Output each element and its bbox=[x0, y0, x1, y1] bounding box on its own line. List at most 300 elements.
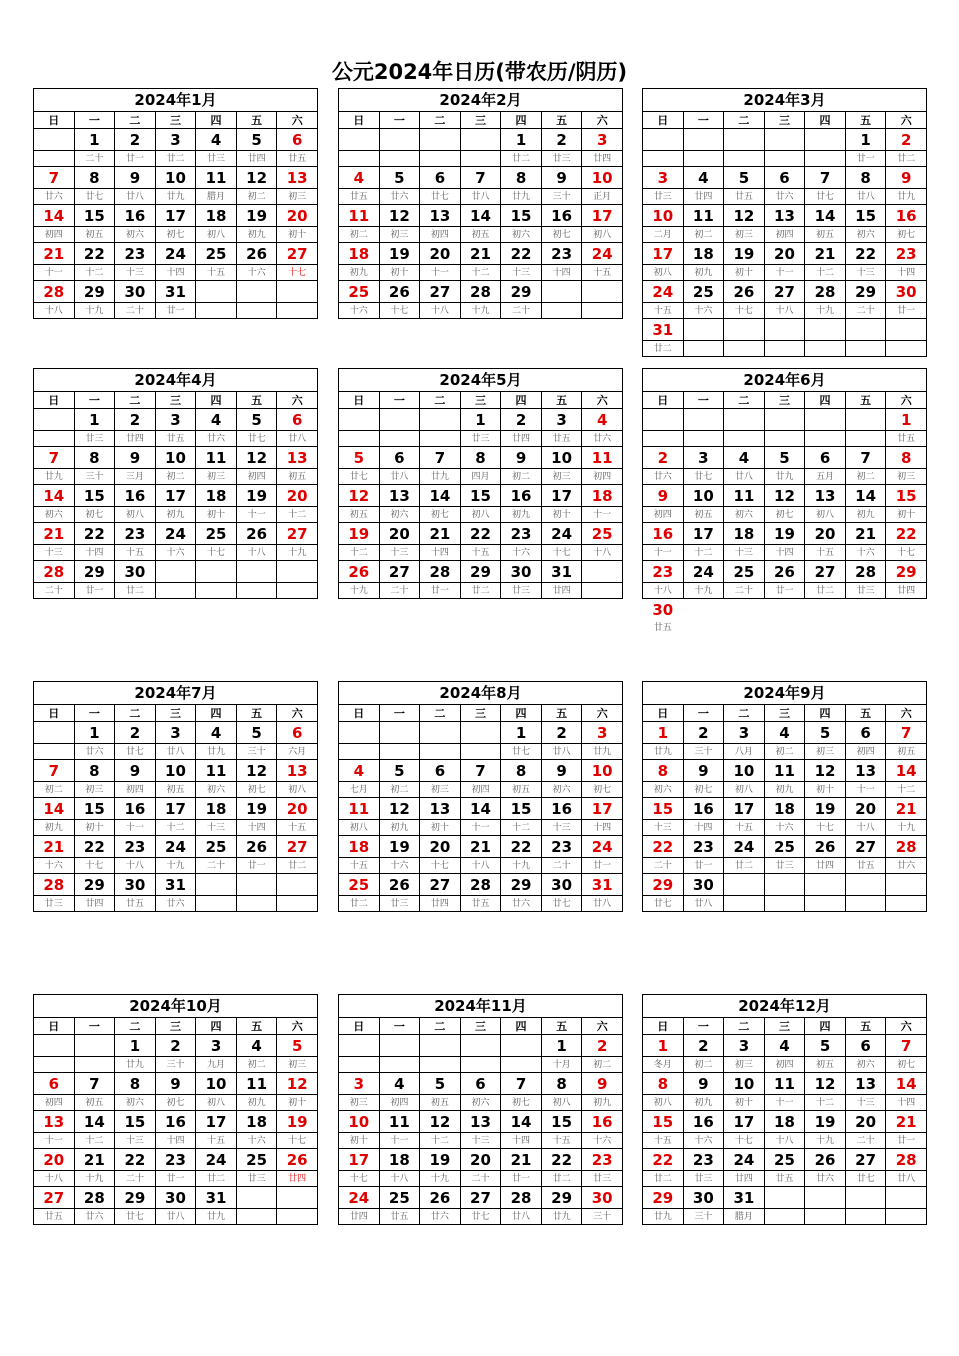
empty-cell bbox=[196, 583, 237, 599]
lunar-date: 初三 bbox=[339, 1095, 380, 1111]
day-number: 19 bbox=[764, 523, 805, 545]
day-number: 13 bbox=[34, 1111, 75, 1133]
day-number: 1 bbox=[845, 129, 886, 151]
empty-cell bbox=[460, 1057, 501, 1073]
day-number: 13 bbox=[460, 1111, 501, 1133]
day-number: 2 bbox=[683, 1035, 724, 1057]
lunar-date: 十六 bbox=[764, 820, 805, 836]
day-number: 14 bbox=[74, 1111, 115, 1133]
day-number: 4 bbox=[196, 409, 237, 431]
month-grid bbox=[338, 111, 623, 319]
lunar-date: 廿四 bbox=[236, 151, 277, 167]
weekday-header: 二 bbox=[724, 392, 765, 409]
weekday-header: 六 bbox=[277, 112, 318, 129]
day-number: 28 bbox=[501, 1187, 542, 1209]
empty-cell bbox=[379, 431, 420, 447]
lunar-date: 十九 bbox=[74, 1171, 115, 1187]
empty-cell bbox=[460, 744, 501, 760]
day-number: 3 bbox=[582, 129, 623, 151]
day-number: 10 bbox=[643, 205, 684, 227]
lunar-date: 十一 bbox=[34, 265, 75, 281]
day-number: 16 bbox=[115, 485, 156, 507]
lunar-date: 十三 bbox=[724, 545, 765, 561]
lunar-date: 十七 bbox=[277, 1133, 318, 1149]
lunar-date: 廿九 bbox=[196, 1209, 237, 1225]
lunar-date: 十七 bbox=[339, 1171, 380, 1187]
day-number: 14 bbox=[460, 205, 501, 227]
day-number: 16 bbox=[115, 798, 156, 820]
empty-cell bbox=[805, 129, 846, 151]
day-number: 20 bbox=[460, 1149, 501, 1171]
day-number: 26 bbox=[379, 874, 420, 896]
lunar-date: 初七 bbox=[155, 227, 196, 243]
lunar-date: 十四 bbox=[582, 820, 623, 836]
month-12 bbox=[642, 994, 927, 1225]
lunar-date: 初二 bbox=[764, 744, 805, 760]
day-number: 10 bbox=[541, 447, 582, 469]
lunar-date: 十六 bbox=[236, 1133, 277, 1149]
lunar-date: 十八 bbox=[643, 583, 684, 599]
day-number: 17 bbox=[541, 485, 582, 507]
day-number: 20 bbox=[277, 485, 318, 507]
lunar-date: 廿一 bbox=[683, 858, 724, 874]
lunar-date: 廿八 bbox=[155, 1209, 196, 1225]
empty-cell bbox=[683, 599, 724, 621]
day-number: 4 bbox=[582, 409, 623, 431]
month-grid bbox=[338, 391, 623, 599]
day-number: 18 bbox=[582, 485, 623, 507]
lunar-date: 初二 bbox=[236, 1057, 277, 1073]
lunar-date: 廿一 bbox=[155, 303, 196, 319]
month-grid bbox=[642, 704, 927, 912]
lunar-date: 十九 bbox=[683, 583, 724, 599]
day-number: 6 bbox=[460, 1073, 501, 1095]
day-number: 19 bbox=[805, 798, 846, 820]
empty-cell bbox=[34, 722, 75, 744]
empty-cell bbox=[683, 431, 724, 447]
lunar-date: 十七 bbox=[196, 545, 237, 561]
lunar-date: 初八 bbox=[115, 507, 156, 523]
lunar-date: 廿九 bbox=[643, 1209, 684, 1225]
lunar-date: 十三 bbox=[196, 820, 237, 836]
lunar-date: 初四 bbox=[460, 782, 501, 798]
empty-cell bbox=[845, 620, 886, 635]
weekday-header: 五 bbox=[845, 705, 886, 722]
day-number: 6 bbox=[277, 409, 318, 431]
empty-cell bbox=[683, 409, 724, 431]
lunar-date: 七月 bbox=[339, 782, 380, 798]
lunar-date: 初六 bbox=[845, 1057, 886, 1073]
lunar-date: 廿六 bbox=[155, 896, 196, 912]
day-number: 13 bbox=[420, 798, 461, 820]
lunar-date: 二十 bbox=[196, 858, 237, 874]
lunar-date: 廿一 bbox=[582, 858, 623, 874]
day-number: 23 bbox=[643, 561, 684, 583]
empty-cell bbox=[764, 151, 805, 167]
lunar-date: 初六 bbox=[115, 1095, 156, 1111]
day-number: 28 bbox=[74, 1187, 115, 1209]
weekday-header: 六 bbox=[277, 392, 318, 409]
lunar-date: 十六 bbox=[155, 545, 196, 561]
lunar-date: 初八 bbox=[643, 1095, 684, 1111]
empty-cell bbox=[582, 281, 623, 303]
weekday-header: 五 bbox=[845, 392, 886, 409]
lunar-date: 十四 bbox=[420, 545, 461, 561]
lunar-date: 廿三 bbox=[683, 1171, 724, 1187]
empty-cell bbox=[582, 561, 623, 583]
day-number: 1 bbox=[541, 1035, 582, 1057]
day-number: 16 bbox=[582, 1111, 623, 1133]
day-number: 18 bbox=[724, 523, 765, 545]
empty-cell bbox=[805, 896, 846, 912]
weekday-header: 一 bbox=[379, 112, 420, 129]
lunar-date: 初四 bbox=[236, 469, 277, 485]
lunar-date: 十四 bbox=[155, 265, 196, 281]
lunar-date: 十九 bbox=[155, 858, 196, 874]
lunar-date: 初五 bbox=[886, 744, 927, 760]
day-number: 2 bbox=[643, 447, 684, 469]
lunar-date: 廿七 bbox=[460, 1209, 501, 1225]
day-number: 14 bbox=[34, 798, 75, 820]
lunar-date: 九月 bbox=[196, 1057, 237, 1073]
day-number: 14 bbox=[501, 1111, 542, 1133]
lunar-date: 初八 bbox=[541, 1095, 582, 1111]
day-number: 10 bbox=[724, 1073, 765, 1095]
day-number: 18 bbox=[764, 798, 805, 820]
empty-cell bbox=[501, 1057, 542, 1073]
day-number: 15 bbox=[541, 1111, 582, 1133]
lunar-date: 十三 bbox=[541, 820, 582, 836]
lunar-date: 十四 bbox=[683, 820, 724, 836]
lunar-date: 廿四 bbox=[420, 896, 461, 912]
day-number: 15 bbox=[501, 798, 542, 820]
day-number: 21 bbox=[805, 243, 846, 265]
day-number: 12 bbox=[379, 798, 420, 820]
lunar-date: 十七 bbox=[724, 303, 765, 319]
day-number: 3 bbox=[683, 447, 724, 469]
lunar-date: 廿八 bbox=[460, 189, 501, 205]
lunar-date: 十月 bbox=[541, 1057, 582, 1073]
lunar-date: 十八 bbox=[379, 1171, 420, 1187]
day-number: 23 bbox=[115, 523, 156, 545]
lunar-date: 十二 bbox=[683, 545, 724, 561]
month-3 bbox=[642, 88, 927, 357]
day-number: 8 bbox=[74, 447, 115, 469]
day-number: 28 bbox=[886, 836, 927, 858]
empty-cell bbox=[277, 281, 318, 303]
empty-cell bbox=[277, 303, 318, 319]
lunar-date: 初十 bbox=[277, 227, 318, 243]
day-number: 9 bbox=[501, 447, 542, 469]
lunar-date: 十五 bbox=[643, 303, 684, 319]
lunar-date: 廿五 bbox=[724, 189, 765, 205]
weekday-header: 二 bbox=[115, 1018, 156, 1035]
empty-cell bbox=[34, 151, 75, 167]
lunar-date: 廿四 bbox=[541, 583, 582, 599]
lunar-date: 十五 bbox=[115, 545, 156, 561]
lunar-date: 廿六 bbox=[886, 858, 927, 874]
day-number: 31 bbox=[541, 561, 582, 583]
day-number: 9 bbox=[683, 760, 724, 782]
lunar-date: 廿八 bbox=[277, 431, 318, 447]
day-number: 28 bbox=[460, 874, 501, 896]
day-number: 15 bbox=[886, 485, 927, 507]
weekday-header: 六 bbox=[582, 1018, 623, 1035]
lunar-date: 十二 bbox=[886, 782, 927, 798]
day-number: 17 bbox=[582, 798, 623, 820]
lunar-date: 初四 bbox=[845, 744, 886, 760]
day-number: 23 bbox=[886, 243, 927, 265]
day-number: 17 bbox=[196, 1111, 237, 1133]
lunar-date: 廿一 bbox=[155, 1171, 196, 1187]
lunar-date: 廿五 bbox=[886, 431, 927, 447]
day-number: 15 bbox=[74, 485, 115, 507]
day-number: 25 bbox=[339, 281, 380, 303]
day-number: 8 bbox=[115, 1073, 156, 1095]
empty-cell bbox=[339, 744, 380, 760]
lunar-date: 廿四 bbox=[277, 1171, 318, 1187]
lunar-date: 十九 bbox=[420, 1171, 461, 1187]
lunar-date: 十一 bbox=[764, 265, 805, 281]
day-number: 27 bbox=[34, 1187, 75, 1209]
lunar-date: 初九 bbox=[236, 1095, 277, 1111]
day-number: 26 bbox=[236, 243, 277, 265]
lunar-date: 十三 bbox=[379, 545, 420, 561]
day-number: 12 bbox=[339, 485, 380, 507]
day-number: 16 bbox=[886, 205, 927, 227]
weekday-header: 六 bbox=[886, 705, 927, 722]
lunar-date: 初十 bbox=[724, 265, 765, 281]
lunar-date: 廿七 bbox=[683, 469, 724, 485]
month-8 bbox=[338, 681, 623, 912]
empty-cell bbox=[886, 599, 927, 621]
lunar-date: 廿七 bbox=[643, 896, 684, 912]
day-number: 16 bbox=[501, 485, 542, 507]
day-number: 27 bbox=[420, 281, 461, 303]
lunar-date: 廿八 bbox=[501, 1209, 542, 1225]
weekday-header: 二 bbox=[420, 392, 461, 409]
lunar-date: 廿七 bbox=[74, 189, 115, 205]
day-number: 6 bbox=[764, 167, 805, 189]
weekday-header: 五 bbox=[541, 392, 582, 409]
empty-cell bbox=[886, 896, 927, 912]
day-number: 29 bbox=[886, 561, 927, 583]
day-number: 7 bbox=[420, 447, 461, 469]
day-number: 17 bbox=[582, 205, 623, 227]
empty-cell bbox=[460, 129, 501, 151]
day-number: 7 bbox=[34, 760, 75, 782]
lunar-date: 二十 bbox=[460, 1171, 501, 1187]
lunar-date: 初九 bbox=[379, 820, 420, 836]
month-6 bbox=[642, 368, 927, 635]
day-number: 31 bbox=[155, 874, 196, 896]
lunar-date: 十五 bbox=[196, 265, 237, 281]
weekday-header: 日 bbox=[339, 112, 380, 129]
empty-cell bbox=[805, 319, 846, 341]
lunar-date: 初六 bbox=[379, 507, 420, 523]
lunar-date: 廿九 bbox=[582, 744, 623, 760]
lunar-date: 初五 bbox=[155, 782, 196, 798]
lunar-date: 十四 bbox=[236, 820, 277, 836]
lunar-date: 腊月 bbox=[196, 189, 237, 205]
lunar-date: 廿六 bbox=[420, 1209, 461, 1225]
day-number: 23 bbox=[683, 836, 724, 858]
lunar-date: 二十 bbox=[845, 1133, 886, 1149]
lunar-date: 廿九 bbox=[155, 189, 196, 205]
lunar-date: 初九 bbox=[501, 507, 542, 523]
lunar-date: 初九 bbox=[155, 507, 196, 523]
lunar-date: 二月 bbox=[643, 227, 684, 243]
lunar-date: 十一 bbox=[34, 1133, 75, 1149]
day-number: 23 bbox=[541, 243, 582, 265]
weekday-header: 六 bbox=[582, 705, 623, 722]
month-grid bbox=[338, 704, 623, 912]
day-number: 8 bbox=[541, 1073, 582, 1095]
day-number: 10 bbox=[724, 760, 765, 782]
lunar-date: 廿九 bbox=[196, 744, 237, 760]
day-number: 11 bbox=[339, 205, 380, 227]
weekday-header: 二 bbox=[724, 1018, 765, 1035]
day-number: 16 bbox=[683, 798, 724, 820]
lunar-date: 廿二 bbox=[196, 1171, 237, 1187]
empty-cell bbox=[34, 1057, 75, 1073]
lunar-date: 廿五 bbox=[339, 189, 380, 205]
day-number: 4 bbox=[724, 447, 765, 469]
month-title: 2024年3月 bbox=[642, 88, 927, 111]
day-number: 26 bbox=[236, 523, 277, 545]
lunar-date: 廿二 bbox=[541, 1171, 582, 1187]
lunar-date: 十七 bbox=[379, 303, 420, 319]
day-number: 26 bbox=[379, 281, 420, 303]
day-number: 24 bbox=[339, 1187, 380, 1209]
day-number: 25 bbox=[764, 836, 805, 858]
weekday-header: 二 bbox=[420, 705, 461, 722]
day-number: 24 bbox=[155, 243, 196, 265]
lunar-date: 十四 bbox=[764, 545, 805, 561]
lunar-date: 二十 bbox=[541, 858, 582, 874]
empty-cell bbox=[196, 281, 237, 303]
lunar-date: 廿三 bbox=[845, 583, 886, 599]
empty-cell bbox=[724, 341, 765, 357]
lunar-date: 二十 bbox=[34, 583, 75, 599]
day-number: 9 bbox=[155, 1073, 196, 1095]
day-number: 24 bbox=[582, 836, 623, 858]
weekday-header: 二 bbox=[420, 112, 461, 129]
lunar-date: 十一 bbox=[115, 820, 156, 836]
lunar-date: 十六 bbox=[379, 858, 420, 874]
lunar-date: 十六 bbox=[339, 303, 380, 319]
day-number: 25 bbox=[196, 243, 237, 265]
lunar-date: 廿六 bbox=[764, 189, 805, 205]
day-number: 6 bbox=[420, 760, 461, 782]
month-title: 2024年12月 bbox=[642, 994, 927, 1017]
day-number: 5 bbox=[379, 167, 420, 189]
lunar-date: 廿七 bbox=[115, 744, 156, 760]
empty-cell bbox=[236, 874, 277, 896]
weekday-header: 四 bbox=[196, 392, 237, 409]
lunar-date: 十三 bbox=[115, 265, 156, 281]
day-number: 26 bbox=[805, 1149, 846, 1171]
lunar-date: 初三 bbox=[420, 782, 461, 798]
lunar-date: 初二 bbox=[34, 782, 75, 798]
lunar-date: 廿四 bbox=[724, 1171, 765, 1187]
weekday-header: 一 bbox=[683, 112, 724, 129]
empty-cell bbox=[420, 744, 461, 760]
lunar-date: 十六 bbox=[501, 545, 542, 561]
day-number: 22 bbox=[643, 1149, 684, 1171]
weekday-header: 五 bbox=[236, 112, 277, 129]
weekday-header: 六 bbox=[277, 705, 318, 722]
lunar-date: 廿六 bbox=[379, 189, 420, 205]
lunar-date: 初四 bbox=[764, 1057, 805, 1073]
day-number: 24 bbox=[196, 1149, 237, 1171]
day-number: 22 bbox=[501, 243, 542, 265]
empty-cell bbox=[582, 303, 623, 319]
lunar-date: 初二 bbox=[379, 782, 420, 798]
day-number: 30 bbox=[886, 281, 927, 303]
lunar-date: 冬月 bbox=[643, 1057, 684, 1073]
lunar-date: 十一 bbox=[845, 782, 886, 798]
lunar-date: 廿二 bbox=[643, 1171, 684, 1187]
lunar-date: 十九 bbox=[805, 1133, 846, 1149]
lunar-date: 廿二 bbox=[501, 151, 542, 167]
lunar-date: 初九 bbox=[582, 1095, 623, 1111]
month-grid bbox=[33, 704, 318, 912]
weekday-header: 四 bbox=[805, 392, 846, 409]
lunar-date: 廿六 bbox=[74, 744, 115, 760]
empty-cell bbox=[764, 1187, 805, 1209]
empty-cell bbox=[541, 281, 582, 303]
empty-cell bbox=[886, 341, 927, 357]
day-number: 5 bbox=[764, 447, 805, 469]
empty-cell bbox=[805, 409, 846, 431]
day-number: 3 bbox=[339, 1073, 380, 1095]
lunar-date: 廿四 bbox=[74, 896, 115, 912]
lunar-date: 初九 bbox=[34, 820, 75, 836]
day-number: 25 bbox=[339, 874, 380, 896]
lunar-date: 廿一 bbox=[886, 1133, 927, 1149]
lunar-date: 十九 bbox=[74, 303, 115, 319]
lunar-date: 十二 bbox=[420, 1133, 461, 1149]
empty-cell bbox=[724, 896, 765, 912]
day-number: 15 bbox=[460, 485, 501, 507]
day-number: 2 bbox=[541, 722, 582, 744]
day-number: 8 bbox=[501, 167, 542, 189]
lunar-date: 初三 bbox=[277, 189, 318, 205]
empty-cell bbox=[420, 1057, 461, 1073]
day-number: 5 bbox=[236, 129, 277, 151]
day-number: 10 bbox=[155, 760, 196, 782]
weekday-header: 二 bbox=[115, 112, 156, 129]
lunar-date: 十一 bbox=[379, 1133, 420, 1149]
lunar-date: 十一 bbox=[460, 820, 501, 836]
lunar-date: 初三 bbox=[805, 744, 846, 760]
day-number: 19 bbox=[236, 205, 277, 227]
weekday-header: 一 bbox=[683, 1018, 724, 1035]
lunar-date: 初五 bbox=[339, 507, 380, 523]
empty-cell bbox=[886, 620, 927, 635]
lunar-date: 廿八 bbox=[541, 744, 582, 760]
day-number: 13 bbox=[845, 760, 886, 782]
weekday-header: 三 bbox=[155, 112, 196, 129]
empty-cell bbox=[277, 1209, 318, 1225]
day-number: 12 bbox=[236, 760, 277, 782]
lunar-date: 十一 bbox=[764, 1095, 805, 1111]
month-grid bbox=[642, 1017, 927, 1225]
weekday-header: 四 bbox=[805, 1018, 846, 1035]
lunar-date: 三十 bbox=[236, 744, 277, 760]
day-number: 5 bbox=[236, 409, 277, 431]
